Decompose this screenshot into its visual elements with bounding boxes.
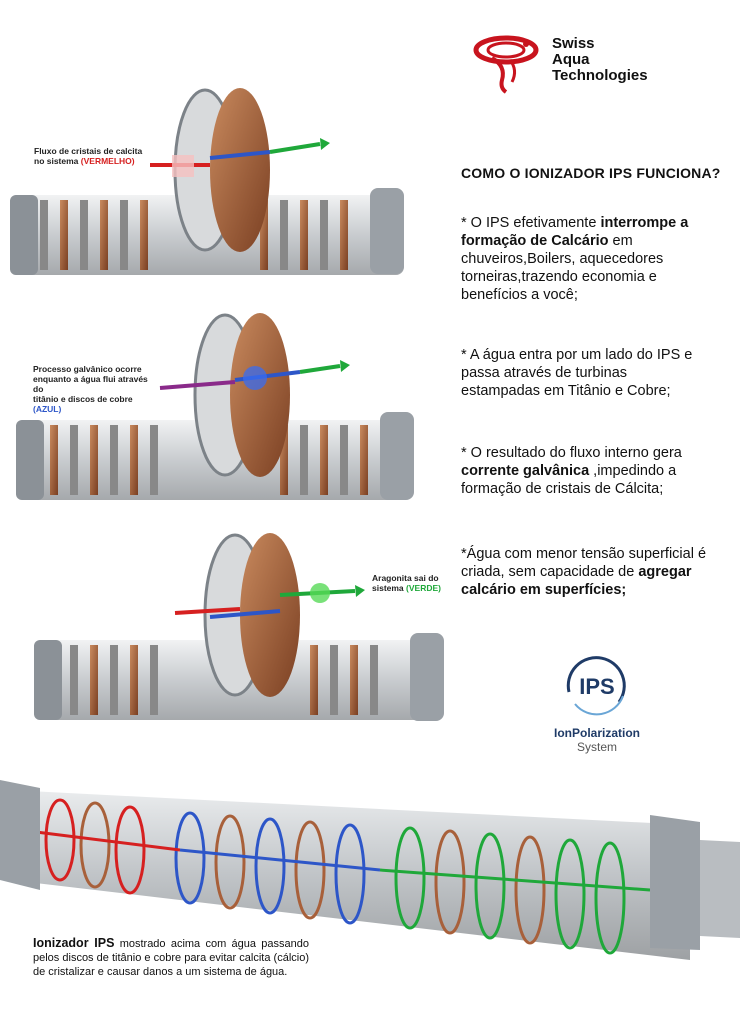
label-calcite-flow xyxy=(34,146,154,166)
green-flow-arrow xyxy=(270,144,320,152)
point-4 xyxy=(461,545,716,599)
brand-name xyxy=(552,36,648,84)
label-1-color: (VERMELHO) xyxy=(80,156,135,166)
label-1-line-2: no sistema xyxy=(34,156,79,166)
ips-mark: IPS xyxy=(579,674,615,699)
label-2-color: (AZUL) xyxy=(33,404,62,414)
ips-circle-icon xyxy=(561,650,633,722)
point-1-pre: * O IPS efetivamente xyxy=(461,215,601,231)
caption-rest: mostrado acima com água passando pelos discos de titânio e cobre para evitar calcita (cálcio) de cristalizar e causar danos a um sistema de água. xyxy=(33,938,309,978)
label-3-line-1: Aragonita sai do xyxy=(372,573,439,583)
point-4-pre: *Água com menor tensão superficial é criada, sem capacidade de xyxy=(461,546,707,580)
brand-line-3: Technologies xyxy=(552,67,648,84)
label-1-line-1: Fluxo de cristais de calcita xyxy=(34,146,143,156)
ips-logo xyxy=(552,650,642,760)
label-2-line-3: titânio e discos de cobre xyxy=(33,394,133,404)
device-illustration-3 xyxy=(30,525,450,745)
point-1-post: em chuveiros,Boilers, aquecedores torneiras,trazendo economia e benefícios a você; xyxy=(461,233,664,303)
point-3 xyxy=(461,444,706,498)
label-aragonite xyxy=(372,573,452,593)
brand-logo xyxy=(472,30,672,94)
point-2: * A água entra por um lado do IPS e passa através de turbinas estampadas em Titânio e Cobre; xyxy=(461,347,693,399)
brand-line-1: Swiss xyxy=(552,35,595,52)
point-1 xyxy=(461,214,701,304)
ips-name: IonPolarization xyxy=(553,726,640,740)
swirl-logo-icon xyxy=(472,30,542,94)
point-3-pre: * O resultado do fluxo interno gera xyxy=(461,445,682,461)
label-2-line-1: Processo galvânico ocorre xyxy=(33,364,142,374)
bottom-caption xyxy=(33,936,309,979)
brand-line-2: Aqua xyxy=(552,51,590,68)
point-3-post: ,impedindo a formação de cristais de Cálcita; xyxy=(461,463,677,497)
label-2-line-2: enquanto a água flui através do xyxy=(33,374,148,394)
point-4-bold: agregar calcário em superfícies; xyxy=(461,564,692,598)
page-heading: COMO O IONIZADOR IPS FUNCIONA? xyxy=(461,165,721,181)
ips-sub: System xyxy=(576,740,617,754)
label-3-line-2: sistema xyxy=(372,583,404,593)
device-illustration-1 xyxy=(0,80,420,300)
point-3-bold: corrente galvânica xyxy=(461,463,590,479)
label-3-color: (VERDE) xyxy=(406,583,441,593)
green-flow-arrow xyxy=(300,366,340,372)
caption-bold: Ionizador IPS xyxy=(33,936,115,950)
point-1-bold: interrompe a formação de Calcário xyxy=(461,215,689,249)
label-galvanic-process xyxy=(33,364,158,414)
